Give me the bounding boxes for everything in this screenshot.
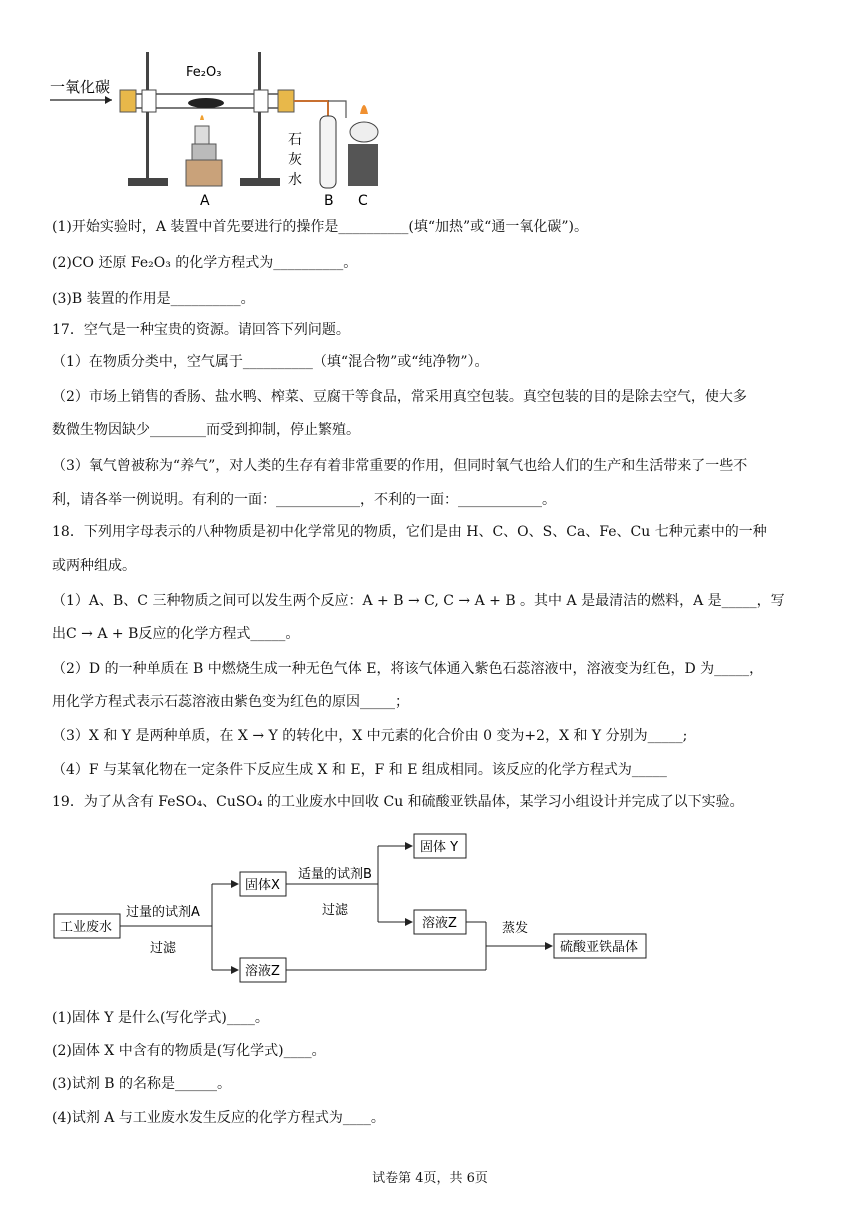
- q19-part1: (1)固体 Y 是什么(写化学式)____。: [52, 1010, 269, 1026]
- q17-stem: 17．空气是一种宝贵的资源。请回答下列问题。: [52, 322, 350, 338]
- q16-part1: (1)开始实验时，A 装置中首先要进行的操作是__________(填“加热”或“通一氧化碳”)。: [52, 219, 588, 235]
- flow-reagent-a: 过量的试剂A: [126, 905, 200, 920]
- q18-stem-line1: 18．下列用字母表示的八种物质是初中化学常见的物质，它们是由 H、C、O、S、Ca、Fe、Cu 七种元素中的一种: [52, 524, 767, 540]
- apparatus-diagram: [50, 48, 390, 208]
- q18-part4: （4）F 与某氧化物在一定条件下反应生成 X 和 E，F 和 E 组成相同。该反应的化学方程式为_____: [52, 762, 667, 778]
- q18-part2-line1: （2）D 的一种单质在 B 中燃烧生成一种无色气体 E，将该气体通入紫色石蕊溶液中，溶液变为红色，D 为_____，: [52, 661, 764, 677]
- q17-part3-line1: （3）氧气曾被称为“养气”，对人类的生存有着非常重要的作用，但同时氧气也给人们的生产和生活带来了一些不: [52, 458, 748, 474]
- q18-stem-line2: 或两种组成。: [52, 558, 136, 574]
- limewater-label-2: 灰: [288, 152, 302, 168]
- q18-part1-line2: 出C → A + B反应的化学方程式_____。: [52, 626, 300, 642]
- fe2o3-label: Fe₂O₃: [186, 65, 222, 80]
- flow-solution-z-1: 溶液Z: [245, 964, 280, 979]
- page-footer: 试卷第 4页，共 6页: [372, 1171, 488, 1186]
- limewater-label-1: 石: [288, 132, 302, 148]
- q17-part2-line1: （2）市场上销售的香肠、盐水鸭、榨菜、豆腐干等食品，常采用真空包装。真空包装的目的是除去空气，使大多: [52, 389, 747, 405]
- q17-part1: （1）在物质分类中，空气属于__________（填“混合物”或“纯净物”）。: [52, 354, 489, 370]
- q19-stem: 19．为了从含有 FeSO₄、CuSO₄ 的工业废水中回收 Cu 和硫酸亚铁晶体，某学习小组设计并完成了以下实验。: [52, 794, 744, 810]
- q19-part2: (2)固体 X 中含有的物质是(写化学式)____。: [52, 1043, 326, 1059]
- label-a: A: [200, 193, 210, 208]
- limewater-label-3: 水: [288, 172, 302, 188]
- flow-solution-z-2: 溶液Z: [422, 916, 457, 931]
- flow-crystal: 硫酸亚铁晶体: [560, 940, 639, 955]
- q17-part2-line2: 数微生物因缺少________而受到抑制，停止繁殖。: [52, 422, 360, 438]
- q16-part3: (3)B 装置的作用是__________。: [52, 291, 255, 307]
- flow-solid-y: 固体 Y: [420, 840, 459, 855]
- flow-waste: 工业废水: [60, 920, 113, 935]
- q19-part4: (4)试剂 A 与工业废水发生反应的化学方程式为____。: [52, 1110, 385, 1126]
- flow-solid-x: 固体X: [245, 878, 280, 893]
- label-b: B: [324, 193, 334, 208]
- co-label: 一氧化碳: [50, 78, 111, 96]
- q17-part3-line2: 利，请各举一例说明。有利的一面：____________，不利的一面：____________。: [52, 492, 556, 508]
- label-c: C: [358, 193, 368, 208]
- q18-part1-line1: （1）A、B、C 三种物质之间可以发生两个反应：A + B → C, C → A + B 。其中 A 是最清洁的燃料，A 是_____，写: [52, 593, 785, 609]
- q18-part3: （3）X 和 Y 是两种单质，在 X → Y 的转化中，X 中元素的化合价由 0 变为+2，X 和 Y 分别为_____;: [52, 728, 688, 744]
- flow-reagent-b: 适量的试剂B: [298, 867, 372, 882]
- flow-diagram: [50, 828, 660, 988]
- q19-part3: (3)试剂 B 的名称是______。: [52, 1076, 232, 1092]
- flow-filter-1: 过滤: [150, 941, 177, 956]
- flow-filter-2: 过滤: [322, 903, 349, 918]
- q16-part2: (2)CO 还原 Fe₂O₃ 的化学方程式为__________。: [52, 255, 358, 271]
- q18-part2-line2: 用化学方程式表示石蕊溶液由紫色变为红色的原因_____；: [52, 694, 409, 710]
- flow-evaporate: 蒸发: [502, 921, 529, 936]
